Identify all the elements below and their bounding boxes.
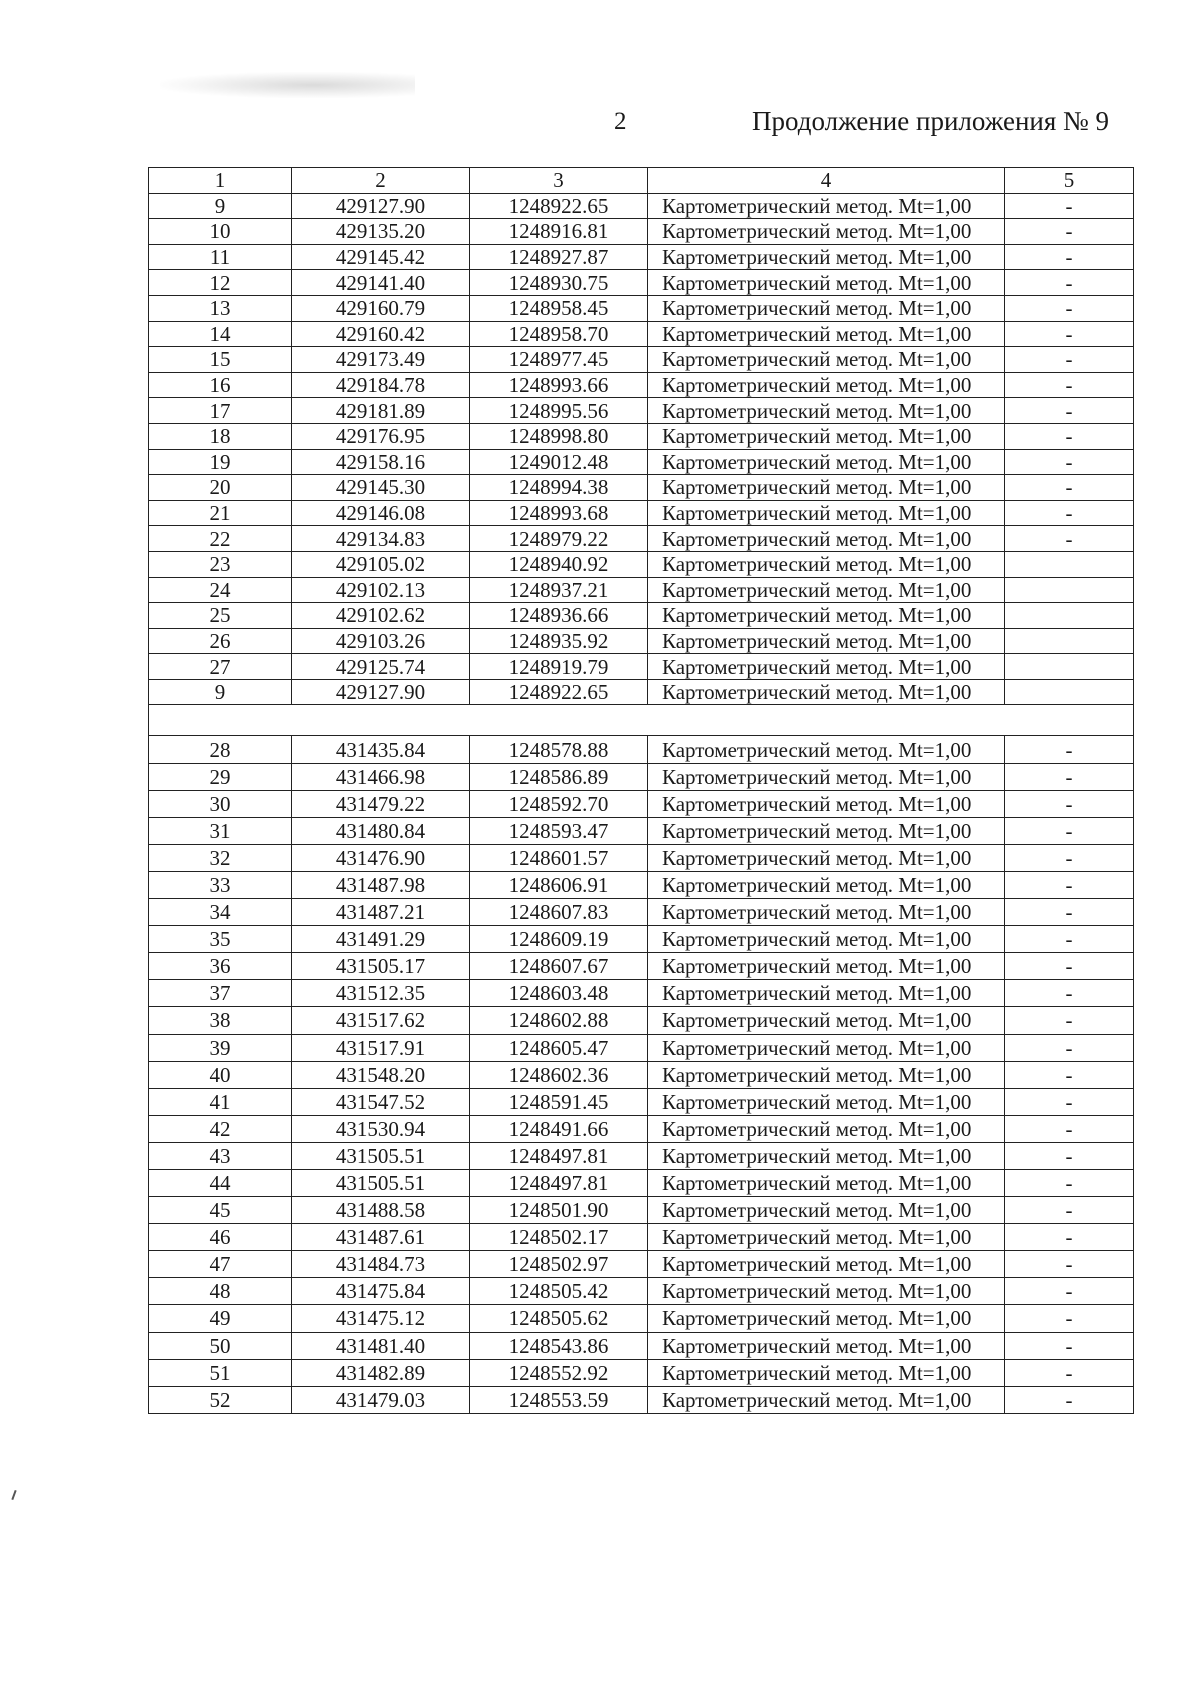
column5-cell: - [1005,817,1134,844]
point-number-cell: 35 [149,926,292,953]
y-coordinate-cell: 1248502.97 [470,1251,648,1278]
column5-cell: - [1005,270,1134,296]
y-coordinate-cell: 1248586.89 [470,763,648,790]
table-row [149,1007,1134,1034]
table-row [149,398,1134,424]
method-cell: Картометрический метод. Mt=1,00 [648,736,1005,763]
method-cell: Картометрический метод. Mt=1,00 [648,1332,1005,1359]
method-cell: Картометрический метод. Mt=1,00 [648,654,1005,680]
method-cell: Картометрический метод. Mt=1,00 [648,1305,1005,1332]
x-coordinate-cell: 429160.42 [292,321,470,347]
method-cell: Картометрический метод. Mt=1,00 [648,347,1005,373]
column-header: 3 [470,168,648,194]
point-number-cell: 37 [149,980,292,1007]
point-number-cell: 39 [149,1034,292,1061]
column5-cell: - [1005,1278,1134,1305]
point-number-cell: 13 [149,295,292,321]
table-row [149,526,1134,552]
column5-cell: - [1005,1007,1134,1034]
x-coordinate-cell: 431435.84 [292,736,470,763]
method-cell: Картометрический метод. Mt=1,00 [648,679,1005,705]
x-coordinate-cell: 431484.73 [292,1251,470,1278]
method-cell: Картометрический метод. Mt=1,00 [648,1251,1005,1278]
y-coordinate-cell: 1248936.66 [470,603,648,629]
method-cell: Картометрический метод. Mt=1,00 [648,1088,1005,1115]
y-coordinate-cell: 1248609.19 [470,926,648,953]
table-row [149,449,1134,475]
point-number-cell: 21 [149,500,292,526]
x-coordinate-cell: 429127.90 [292,193,470,219]
point-number-cell: 26 [149,628,292,654]
y-coordinate-cell: 1248602.88 [470,1007,648,1034]
method-cell: Картометрический метод. Mt=1,00 [648,871,1005,898]
y-coordinate-cell: 1248605.47 [470,1034,648,1061]
table-row [149,1278,1134,1305]
y-coordinate-cell: 1248937.21 [470,577,648,603]
x-coordinate-cell: 431505.51 [292,1142,470,1169]
point-number-cell: 14 [149,321,292,347]
table-row [149,736,1134,763]
y-coordinate-cell: 1248601.57 [470,844,648,871]
point-number-cell: 34 [149,899,292,926]
y-coordinate-cell: 1248552.92 [470,1359,648,1386]
column5-cell: - [1005,763,1134,790]
x-coordinate-cell: 429141.40 [292,270,470,296]
y-coordinate-cell: 1248977.45 [470,347,648,373]
column5-cell: - [1005,1115,1134,1142]
method-cell: Картометрический метод. Mt=1,00 [648,449,1005,475]
point-number-cell: 31 [149,817,292,844]
column5-cell: - [1005,475,1134,501]
column5-cell [1005,654,1134,680]
method-cell: Картометрический метод. Mt=1,00 [648,899,1005,926]
table-row [149,577,1134,603]
column5-cell: - [1005,1224,1134,1251]
point-number-cell: 50 [149,1332,292,1359]
point-number-cell: 25 [149,603,292,629]
y-coordinate-cell: 1248591.45 [470,1088,648,1115]
method-cell: Картометрический метод. Mt=1,00 [648,219,1005,245]
x-coordinate-cell: 431505.17 [292,953,470,980]
point-number-cell: 52 [149,1386,292,1413]
table-row [149,628,1134,654]
y-coordinate-cell: 1248491.66 [470,1115,648,1142]
column5-cell: - [1005,926,1134,953]
table-row [149,899,1134,926]
y-coordinate-cell: 1248979.22 [470,526,648,552]
method-cell: Картометрический метод. Mt=1,00 [648,526,1005,552]
point-number-cell: 28 [149,736,292,763]
x-coordinate-cell: 431517.91 [292,1034,470,1061]
method-cell: Картометрический метод. Mt=1,00 [648,1359,1005,1386]
method-cell: Картометрический метод. Mt=1,00 [648,1278,1005,1305]
column5-cell: - [1005,1332,1134,1359]
y-coordinate-cell: 1248940.92 [470,551,648,577]
x-coordinate-cell: 431530.94 [292,1115,470,1142]
y-coordinate-cell: 1249012.48 [470,449,648,475]
column5-cell: - [1005,1359,1134,1386]
x-coordinate-cell: 429146.08 [292,500,470,526]
column5-cell: - [1005,980,1134,1007]
table-row [149,953,1134,980]
table-row [149,1088,1134,1115]
page-header-title: Продолжение приложения № 9 [752,106,1110,136]
scan-smudge [160,72,415,98]
point-number-cell: 48 [149,1278,292,1305]
x-coordinate-cell: 431487.61 [292,1224,470,1251]
x-coordinate-cell: 429135.20 [292,219,470,245]
table-row [149,871,1134,898]
point-number-cell: 9 [149,679,292,705]
table-header-row [149,168,1134,194]
point-number-cell: 29 [149,763,292,790]
y-coordinate-cell: 1248543.86 [470,1332,648,1359]
table-row [149,763,1134,790]
x-coordinate-cell: 431481.40 [292,1332,470,1359]
method-cell: Картометрический метод. Mt=1,00 [648,1169,1005,1196]
column5-cell: - [1005,321,1134,347]
table-row [149,1359,1134,1386]
y-coordinate-cell: 1248958.45 [470,295,648,321]
point-number-cell: 43 [149,1142,292,1169]
x-coordinate-cell: 431476.90 [292,844,470,871]
x-coordinate-cell: 429102.62 [292,603,470,629]
column5-cell: - [1005,736,1134,763]
point-number-cell: 22 [149,526,292,552]
method-cell: Картометрический метод. Mt=1,00 [648,1197,1005,1224]
table-row [149,193,1134,219]
point-number-cell: 47 [149,1251,292,1278]
column5-cell: - [1005,347,1134,373]
point-number-cell: 41 [149,1088,292,1115]
table-row [149,844,1134,871]
x-coordinate-cell: 429127.90 [292,679,470,705]
y-coordinate-cell: 1248922.65 [470,679,648,705]
point-number-cell: 12 [149,270,292,296]
y-coordinate-cell: 1248607.83 [470,899,648,926]
column5-cell: - [1005,1197,1134,1224]
x-coordinate-cell: 431466.98 [292,763,470,790]
method-cell: Картометрический метод. Mt=1,00 [648,1224,1005,1251]
y-coordinate-cell: 1248922.65 [470,193,648,219]
x-coordinate-cell: 431491.29 [292,926,470,953]
x-coordinate-cell: 429181.89 [292,398,470,424]
method-cell: Картометрический метод. Mt=1,00 [648,423,1005,449]
point-number-cell: 40 [149,1061,292,1088]
method-cell: Картометрический метод. Mt=1,00 [648,1007,1005,1034]
x-coordinate-cell: 431505.51 [292,1169,470,1196]
y-coordinate-cell: 1248505.42 [470,1278,648,1305]
column5-cell [1005,679,1134,705]
column-header: 4 [648,168,1005,194]
y-coordinate-cell: 1248593.47 [470,817,648,844]
table-row [149,295,1134,321]
x-coordinate-cell: 429134.83 [292,526,470,552]
point-number-cell: 33 [149,871,292,898]
x-coordinate-cell: 429158.16 [292,449,470,475]
y-coordinate-cell: 1248602.36 [470,1061,648,1088]
x-coordinate-cell: 431548.20 [292,1061,470,1088]
column5-cell: - [1005,1034,1134,1061]
column5-cell [1005,628,1134,654]
x-coordinate-cell: 429103.26 [292,628,470,654]
method-cell: Картометрический метод. Mt=1,00 [648,844,1005,871]
point-number-cell: 9 [149,193,292,219]
point-number-cell: 49 [149,1305,292,1332]
table-row [149,980,1134,1007]
column5-cell: - [1005,1142,1134,1169]
method-cell: Картометрический метод. Mt=1,00 [648,980,1005,1007]
point-number-cell: 16 [149,372,292,398]
method-cell: Картометрический метод. Mt=1,00 [648,817,1005,844]
column5-cell [1005,603,1134,629]
y-coordinate-cell: 1248995.56 [470,398,648,424]
x-coordinate-cell: 429102.13 [292,577,470,603]
x-coordinate-cell: 431488.58 [292,1197,470,1224]
column5-cell: - [1005,1386,1134,1413]
column5-cell: - [1005,244,1134,270]
x-coordinate-cell: 431475.84 [292,1278,470,1305]
point-number-cell: 42 [149,1115,292,1142]
table-row [149,1251,1134,1278]
method-cell: Картометрический метод. Mt=1,00 [648,577,1005,603]
x-coordinate-cell: 429145.30 [292,475,470,501]
x-coordinate-cell: 429105.02 [292,551,470,577]
x-coordinate-cell: 431512.35 [292,980,470,1007]
column5-cell: - [1005,193,1134,219]
y-coordinate-cell: 1248505.62 [470,1305,648,1332]
table-row [149,817,1134,844]
y-coordinate-cell: 1248497.81 [470,1142,648,1169]
x-coordinate-cell: 431487.21 [292,899,470,926]
point-number-cell: 38 [149,1007,292,1034]
y-coordinate-cell: 1248919.79 [470,654,648,680]
method-cell: Картометрический метод. Mt=1,00 [648,551,1005,577]
point-number-cell: 27 [149,654,292,680]
table-row [149,219,1134,245]
point-number-cell: 19 [149,449,292,475]
table-row [149,475,1134,501]
column5-cell: - [1005,219,1134,245]
table-row [149,1034,1134,1061]
column5-cell [1005,551,1134,577]
point-number-cell: 17 [149,398,292,424]
x-coordinate-cell: 431480.84 [292,817,470,844]
section-separator-row [149,705,1134,736]
x-coordinate-cell: 431482.89 [292,1359,470,1386]
point-number-cell: 36 [149,953,292,980]
table-row [149,1386,1134,1413]
y-coordinate-cell: 1248927.87 [470,244,648,270]
method-cell: Картометрический метод. Mt=1,00 [648,270,1005,296]
column5-cell: - [1005,449,1134,475]
x-coordinate-cell: 431547.52 [292,1088,470,1115]
method-cell: Картометрический метод. Mt=1,00 [648,475,1005,501]
x-coordinate-cell: 431487.98 [292,871,470,898]
method-cell: Картометрический метод. Mt=1,00 [648,628,1005,654]
y-coordinate-cell: 1248497.81 [470,1169,648,1196]
method-cell: Картометрический метод. Mt=1,00 [648,295,1005,321]
method-cell: Картометрический метод. Mt=1,00 [648,193,1005,219]
table-row [149,551,1134,577]
method-cell: Картометрический метод. Mt=1,00 [648,1115,1005,1142]
method-cell: Картометрический метод. Mt=1,00 [648,1142,1005,1169]
table-row [149,679,1134,705]
column5-cell: - [1005,790,1134,817]
y-coordinate-cell: 1248607.67 [470,953,648,980]
point-number-cell: 51 [149,1359,292,1386]
column5-cell: - [1005,1251,1134,1278]
table-row [149,1224,1134,1251]
x-coordinate-cell: 429173.49 [292,347,470,373]
y-coordinate-cell: 1248553.59 [470,1386,648,1413]
table-row [149,1169,1134,1196]
column5-cell: - [1005,899,1134,926]
method-cell: Картометрический метод. Mt=1,00 [648,398,1005,424]
y-coordinate-cell: 1248994.38 [470,475,648,501]
x-coordinate-cell: 431475.12 [292,1305,470,1332]
table-row [149,1332,1134,1359]
table-row [149,500,1134,526]
column5-cell: - [1005,372,1134,398]
method-cell: Картометрический метод. Mt=1,00 [648,790,1005,817]
point-number-cell: 11 [149,244,292,270]
x-coordinate-cell: 429145.42 [292,244,470,270]
y-coordinate-cell: 1248501.90 [470,1197,648,1224]
table-row [149,244,1134,270]
y-coordinate-cell: 1248998.80 [470,423,648,449]
table-row [149,926,1134,953]
method-cell: Картометрический метод. Mt=1,00 [648,953,1005,980]
method-cell: Картометрический метод. Mt=1,00 [648,1386,1005,1413]
method-cell: Картометрический метод. Mt=1,00 [648,1034,1005,1061]
method-cell: Картометрический метод. Mt=1,00 [648,763,1005,790]
column5-cell: - [1005,295,1134,321]
table-row [149,372,1134,398]
point-number-cell: 23 [149,551,292,577]
table-row [149,1305,1134,1332]
y-coordinate-cell: 1248958.70 [470,321,648,347]
table-row [149,270,1134,296]
column5-cell: - [1005,1169,1134,1196]
y-coordinate-cell: 1248935.92 [470,628,648,654]
column5-cell: - [1005,423,1134,449]
x-coordinate-cell: 431479.22 [292,790,470,817]
point-number-cell: 18 [149,423,292,449]
point-number-cell: 24 [149,577,292,603]
table-row [149,321,1134,347]
coordinates-table [148,167,1134,1414]
method-cell: Картометрический метод. Mt=1,00 [648,1061,1005,1088]
point-number-cell: 45 [149,1197,292,1224]
x-coordinate-cell: 429176.95 [292,423,470,449]
table-row [149,1061,1134,1088]
column-header: 5 [1005,168,1134,194]
method-cell: Картометрический метод. Mt=1,00 [648,603,1005,629]
separator-cell [149,705,1134,736]
table-row [149,1197,1134,1224]
method-cell: Картометрический метод. Mt=1,00 [648,500,1005,526]
page-number: 2 [614,108,627,135]
column5-cell: - [1005,1088,1134,1115]
point-number-cell: 44 [149,1169,292,1196]
column5-cell: - [1005,526,1134,552]
y-coordinate-cell: 1248916.81 [470,219,648,245]
point-number-cell: 30 [149,790,292,817]
table-row [149,603,1134,629]
method-cell: Картометрический метод. Mt=1,00 [648,926,1005,953]
column5-cell [1005,577,1134,603]
column-header: 2 [292,168,470,194]
scan-speck [11,1490,16,1500]
table-row [149,654,1134,680]
y-coordinate-cell: 1248592.70 [470,790,648,817]
y-coordinate-cell: 1248993.68 [470,500,648,526]
table-row [149,347,1134,373]
point-number-cell: 10 [149,219,292,245]
x-coordinate-cell: 429184.78 [292,372,470,398]
y-coordinate-cell: 1248603.48 [470,980,648,1007]
table-row [149,790,1134,817]
y-coordinate-cell: 1248502.17 [470,1224,648,1251]
table-row [149,1142,1134,1169]
point-number-cell: 46 [149,1224,292,1251]
x-coordinate-cell: 431479.03 [292,1386,470,1413]
y-coordinate-cell: 1248930.75 [470,270,648,296]
method-cell: Картометрический метод. Mt=1,00 [648,321,1005,347]
point-number-cell: 32 [149,844,292,871]
point-number-cell: 15 [149,347,292,373]
x-coordinate-cell: 431517.62 [292,1007,470,1034]
y-coordinate-cell: 1248578.88 [470,736,648,763]
table-row [149,1115,1134,1142]
y-coordinate-cell: 1248993.66 [470,372,648,398]
point-number-cell: 20 [149,475,292,501]
column5-cell: - [1005,1061,1134,1088]
y-coordinate-cell: 1248606.91 [470,871,648,898]
column5-cell: - [1005,500,1134,526]
x-coordinate-cell: 429160.79 [292,295,470,321]
column5-cell: - [1005,398,1134,424]
column5-cell: - [1005,871,1134,898]
coordinates-table-body [149,168,1134,1414]
x-coordinate-cell: 429125.74 [292,654,470,680]
table-row [149,423,1134,449]
column5-cell: - [1005,844,1134,871]
column-header: 1 [149,168,292,194]
method-cell: Картометрический метод. Mt=1,00 [648,244,1005,270]
column5-cell: - [1005,953,1134,980]
method-cell: Картометрический метод. Mt=1,00 [648,372,1005,398]
column5-cell: - [1005,1305,1134,1332]
